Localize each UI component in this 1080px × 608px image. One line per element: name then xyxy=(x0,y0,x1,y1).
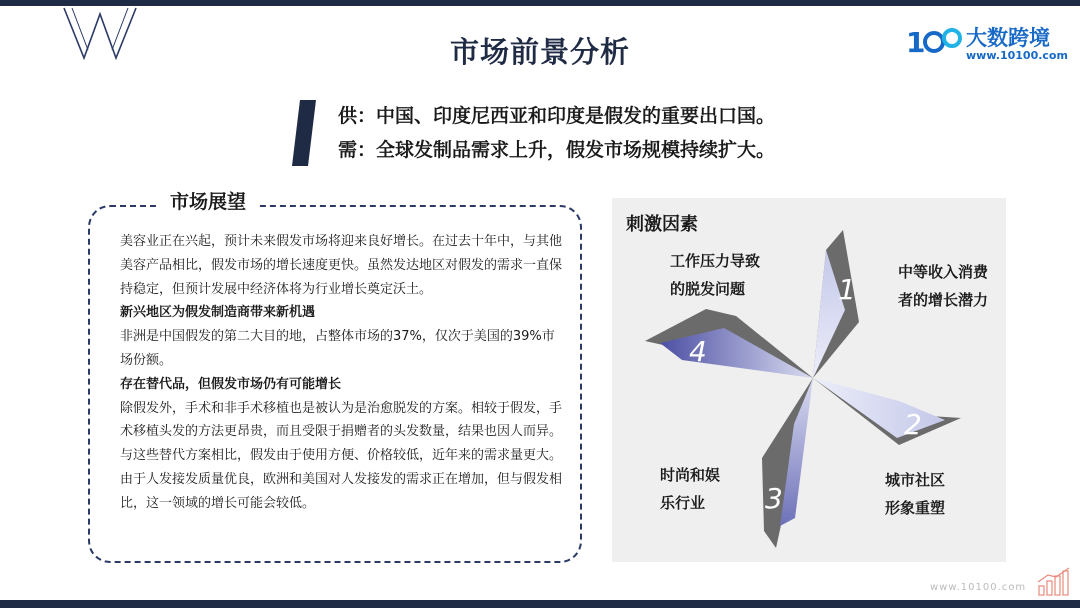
slash-accent-icon xyxy=(290,100,320,166)
demand-statement: 需：全球发制品需求上升，假发市场规模持续扩大。 xyxy=(338,139,776,161)
brand-name: 大数跨境 xyxy=(966,26,1050,50)
factor-label-4: 工作压力导致 的脱发问题 xyxy=(670,252,761,298)
outlook-paragraph: 非洲是中国假发的第二大目的地，占整体市场的37%，仅次于美国的39%市场份额。 xyxy=(120,329,555,368)
outlook-paragraph: 由于人发接发质量优良，欧洲和美国对人发接发的需求正在增加，但与假发相比，这一领域的增长可能会较低。 xyxy=(120,471,563,511)
factor-number-3: 3 xyxy=(765,482,783,515)
factor-number-2: 2 xyxy=(904,408,922,441)
brand-url: www.10100.com xyxy=(966,49,1068,62)
outlook-subheading: 存在替代品，但假发市场仍有可能增长 xyxy=(120,376,342,392)
factor-label-3: 时尚和娱 乐行业 xyxy=(660,466,721,512)
stimulus-factors-title: 刺激因素 xyxy=(626,214,698,235)
supply-statement: 供：中国、印度尼西亚和印度是假发的重要出口国。 xyxy=(338,105,776,127)
market-outlook-title: 市场展望 xyxy=(160,187,256,214)
bottom-bar xyxy=(0,600,1080,608)
factor-number-1: 1 xyxy=(838,273,856,306)
outlook-subheading: 新兴地区为假发制造商带来新机遇 xyxy=(120,305,316,321)
outlook-paragraph: 除假发外，手术和非手术移植也是被认为是治愈脱发的方案。相较于假发，手术移植头发的方法更昂贵，而且受限于捐赠者的头发数量，结果也因人而异。与这些替代方案相比，假发由于使用方便、价格较低，近年来的需求量更大。 xyxy=(120,400,563,464)
outlook-paragraph: 美容业正在兴起，预计未来假发市场将迎来良好增长。在过去十年中，与其他美容产品相比，假发市场的增长速度更快。虽然发达地区对假发的需求一直保持稳定，但预计发展中经济体将为行业增长奠定沃土。 xyxy=(120,234,563,297)
growth-chart-icon xyxy=(1036,566,1072,596)
factor-number-4: 4 xyxy=(689,335,707,368)
footer-watermark: www.10100.com xyxy=(930,582,1027,593)
page-title: 市场前景分析 xyxy=(449,35,630,69)
market-outlook-text xyxy=(120,230,562,516)
factor-label-1: 中等收入消费 者的增长潜力 xyxy=(898,263,989,309)
factor-label-2: 城市社区 形象重塑 xyxy=(885,471,946,517)
svg-text:1: 1 xyxy=(906,26,926,59)
top-bar xyxy=(0,0,1080,6)
